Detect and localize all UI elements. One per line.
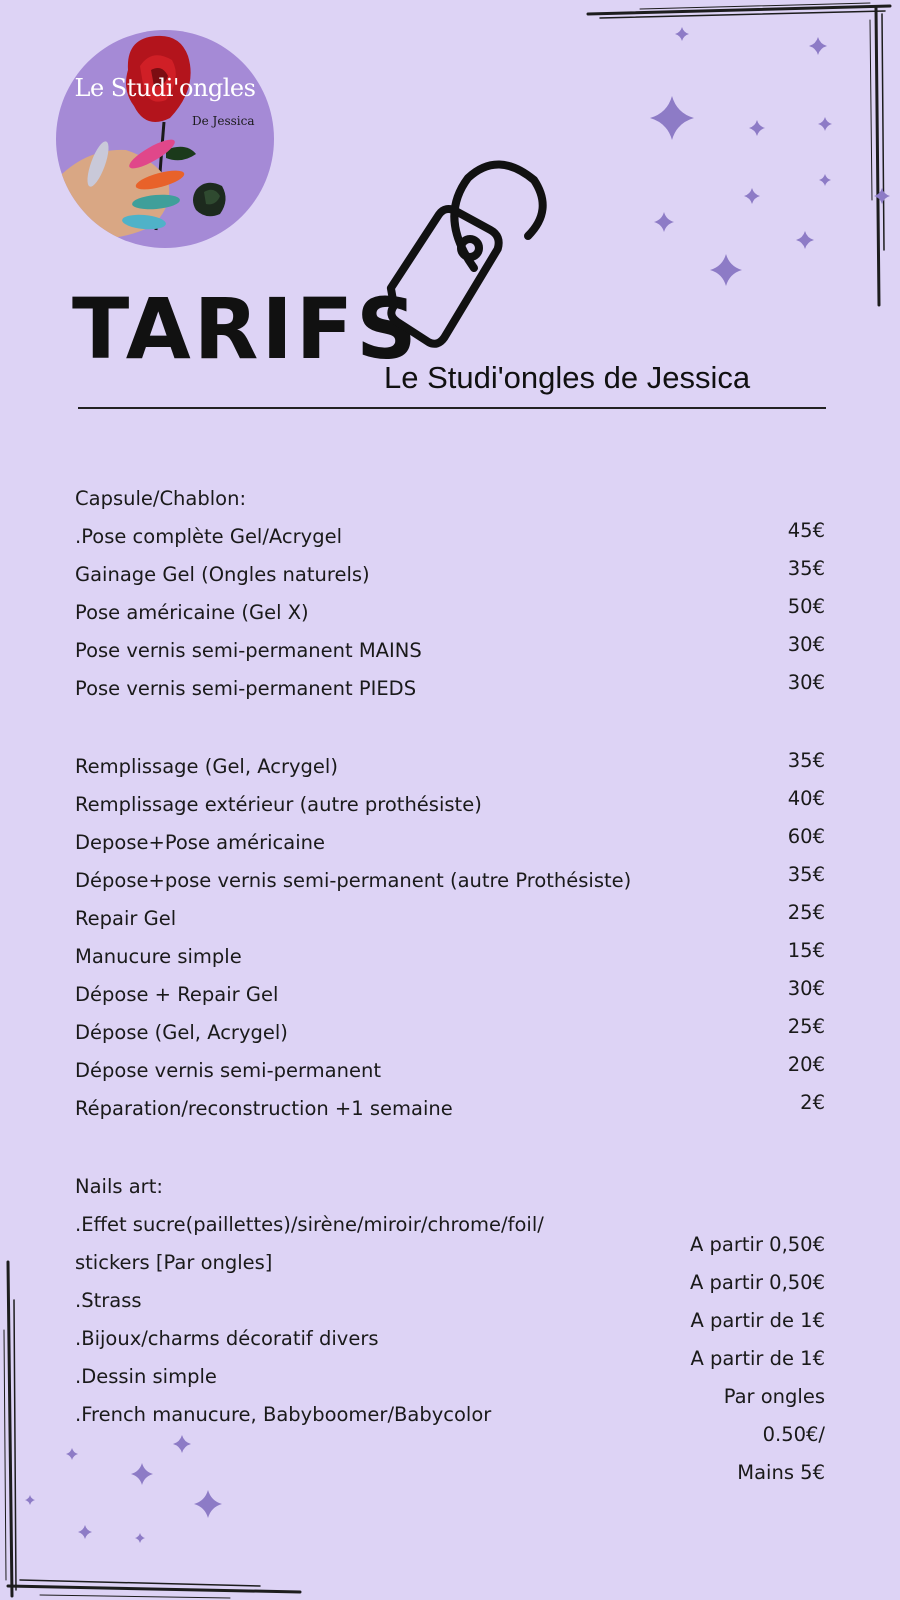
nails-art-item: .Strass: [75, 1289, 142, 1312]
sparkle-icon: [131, 1463, 153, 1485]
logo-subtitle: De Jessica: [192, 114, 255, 128]
nails-art-heading: Nails art:: [75, 1175, 163, 1198]
service-price: 30€: [787, 633, 825, 656]
price-row: [75, 787, 825, 823]
price-row: [75, 557, 825, 593]
nails-art-price: 0.50€/: [762, 1423, 825, 1446]
sparkle-icon: [135, 1533, 145, 1543]
price-row: [75, 939, 825, 975]
sparkle-icon: [744, 188, 760, 204]
service-price: 40€: [787, 787, 825, 810]
page-subtitle: Le Studi'ongles de Jessica: [384, 360, 751, 395]
logo-illustration: [56, 30, 274, 248]
sparkle-icon: [194, 1490, 222, 1518]
service-label: Dépose + Repair Gel: [75, 983, 279, 1006]
price-row: [75, 595, 825, 631]
sparkle-icon: [819, 174, 831, 186]
service-label: Gainage Gel (Ongles naturels): [75, 563, 370, 586]
price-row: [75, 633, 825, 669]
sparkle-icon: [796, 231, 814, 249]
service-label: .Pose complète Gel/Acrygel: [75, 525, 342, 548]
service-label: Repair Gel: [75, 907, 177, 930]
service-label: Pose américaine (Gel X): [75, 601, 309, 624]
nails-art-price: A partir de 1€: [690, 1309, 825, 1332]
section-heading-label: Capsule/Chablon:: [75, 487, 247, 510]
service-label: Pose vernis semi-permanent PIEDS: [75, 677, 417, 700]
service-price: 35€: [787, 557, 825, 580]
service-label: Manucure simple: [75, 945, 242, 968]
price-row: [75, 863, 825, 899]
price-row: [75, 901, 825, 937]
sparkle-icon: [650, 96, 694, 140]
service-price: 2€: [800, 1091, 825, 1114]
service-price: 30€: [787, 671, 825, 694]
service-label: Depose+Pose américaine: [75, 831, 325, 854]
price-row: [75, 1053, 825, 1089]
nails-art-price: Par ongles: [723, 1385, 825, 1408]
service-label: Remplissage extérieur (autre prothésiste): [75, 793, 482, 816]
service-price: 30€: [787, 977, 825, 1000]
sparkle-icon: [654, 212, 674, 232]
logo-title: Le Studi'ongles: [74, 74, 256, 102]
sparkle-icon: [818, 117, 832, 131]
sparkle-icon: [809, 37, 827, 55]
section-heading: [75, 481, 825, 517]
nails-art-item: .French manucure, Babyboomer/Babycolor: [75, 1403, 492, 1426]
service-price: 25€: [787, 901, 825, 924]
price-row: [75, 825, 825, 861]
price-row: [75, 977, 825, 1013]
price-tag-icon: [378, 158, 568, 358]
price-row: [75, 749, 825, 785]
nails-art-price: A partir de 1€: [690, 1347, 825, 1370]
header-divider: [78, 407, 826, 409]
service-price: 25€: [787, 1015, 825, 1038]
nails-art-price: Mains 5€: [737, 1461, 825, 1484]
nails-art-price: A partir 0,50€: [690, 1271, 825, 1294]
service-label: Réparation/reconstruction +1 semaine: [75, 1097, 453, 1120]
service-price: 60€: [787, 825, 825, 848]
service-price: 20€: [787, 1053, 825, 1076]
top-right-frame: [588, 3, 890, 305]
sparkle-icon: [749, 120, 765, 136]
service-label: Dépose (Gel, Acrygel): [75, 1021, 288, 1044]
price-row: [75, 1091, 825, 1127]
service-price: 50€: [787, 595, 825, 618]
service-price: 15€: [787, 939, 825, 962]
page-title: TARIFS: [72, 280, 420, 378]
service-label: Remplissage (Gel, Acrygel): [75, 755, 338, 778]
nails-art-item: .Bijoux/charms décoratif divers: [75, 1327, 379, 1350]
service-price: 45€: [787, 519, 825, 542]
service-label: Dépose vernis semi-permanent: [75, 1059, 381, 1082]
nails-art-item: stickers [Par ongles]: [75, 1251, 273, 1274]
nails-art-item: .Dessin simple: [75, 1365, 217, 1388]
price-row: [75, 671, 825, 707]
price-row: [75, 519, 825, 555]
service-label: Pose vernis semi-permanent MAINS: [75, 639, 422, 662]
sparkle-icon: [710, 254, 742, 286]
service-price: 35€: [787, 749, 825, 772]
nails-art-item: .Effet sucre(paillettes)/sirène/miroir/chrome/foil/: [75, 1213, 544, 1236]
sparkle-icon: [66, 1448, 78, 1460]
sparkle-icon: [25, 1495, 35, 1505]
service-label: Dépose+pose vernis semi-permanent (autre Prothésiste): [75, 869, 632, 892]
sparkle-icon: [173, 1435, 191, 1453]
nails-art-price: A partir 0,50€: [690, 1233, 825, 1256]
price-row: [75, 1015, 825, 1051]
sparkle-icon: [675, 27, 689, 41]
service-price: 35€: [787, 863, 825, 886]
sparkle-icon: [78, 1525, 92, 1539]
studio-logo: [56, 30, 274, 248]
